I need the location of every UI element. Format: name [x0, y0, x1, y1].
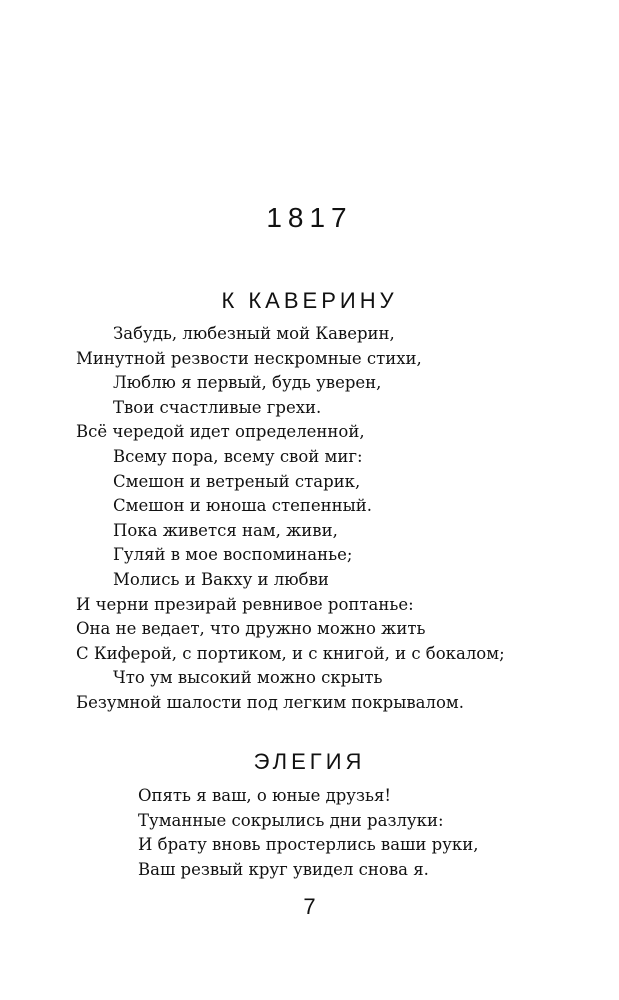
poem-line: Пока живется нам, живи, — [113, 520, 338, 540]
section-year: 1817 — [266, 202, 353, 233]
poem-line: Твои счастливые грехи. — [113, 397, 322, 417]
poem-line: Молись и Вакху и любви — [113, 569, 329, 589]
poem-line: Туманные сокрылись дни разлуки: — [138, 810, 444, 830]
poem-line: Всё чередой идет определенной, — [76, 422, 365, 442]
poem-line: И брату вновь простерлись ваши руки, — [138, 835, 479, 855]
poem-line: И черни презирай ревнивое роптанье: — [76, 594, 414, 614]
poem-line: С Киферой, с портиком, и с книгой, и с бокалом; — [76, 643, 505, 663]
poem-line: Всему пора, всему свой миг: — [113, 446, 363, 466]
poem-line: Что ум высокий можно скрыть — [113, 668, 383, 688]
poem-line: Опять я ваш, о юные друзья! — [138, 786, 392, 805]
poem-line: Гуляй в мое воспоминанье; — [113, 545, 353, 565]
poem-title-elegiya: ЭЛЕГИЯ — [253, 749, 366, 774]
poem-title-k-kaverinu: К КАВЕРИНУ — [221, 288, 398, 313]
poem-line: Люблю я первый, будь уверен, — [113, 373, 382, 393]
poem-line: Смешон и ветреный старик, — [113, 471, 361, 491]
poem-k-kaverinu — [0, 322, 619, 716]
poem-line: Ваш резвый круг увидел снова я. — [138, 859, 429, 879]
poem-line: Забудь, любезный мой Каверин, — [113, 324, 395, 343]
poem-line: Минутной резвости нескромные стихи, — [76, 348, 422, 368]
page-number: 7 — [303, 894, 316, 919]
poem-line: Смешон и юноша степенный. — [113, 496, 372, 516]
poem-elegiya — [0, 784, 619, 882]
poem-line: Безумной шалости под легким покрывалом. — [76, 692, 464, 712]
poem-line: Она не ведает, что дружно можно жить — [76, 619, 426, 639]
